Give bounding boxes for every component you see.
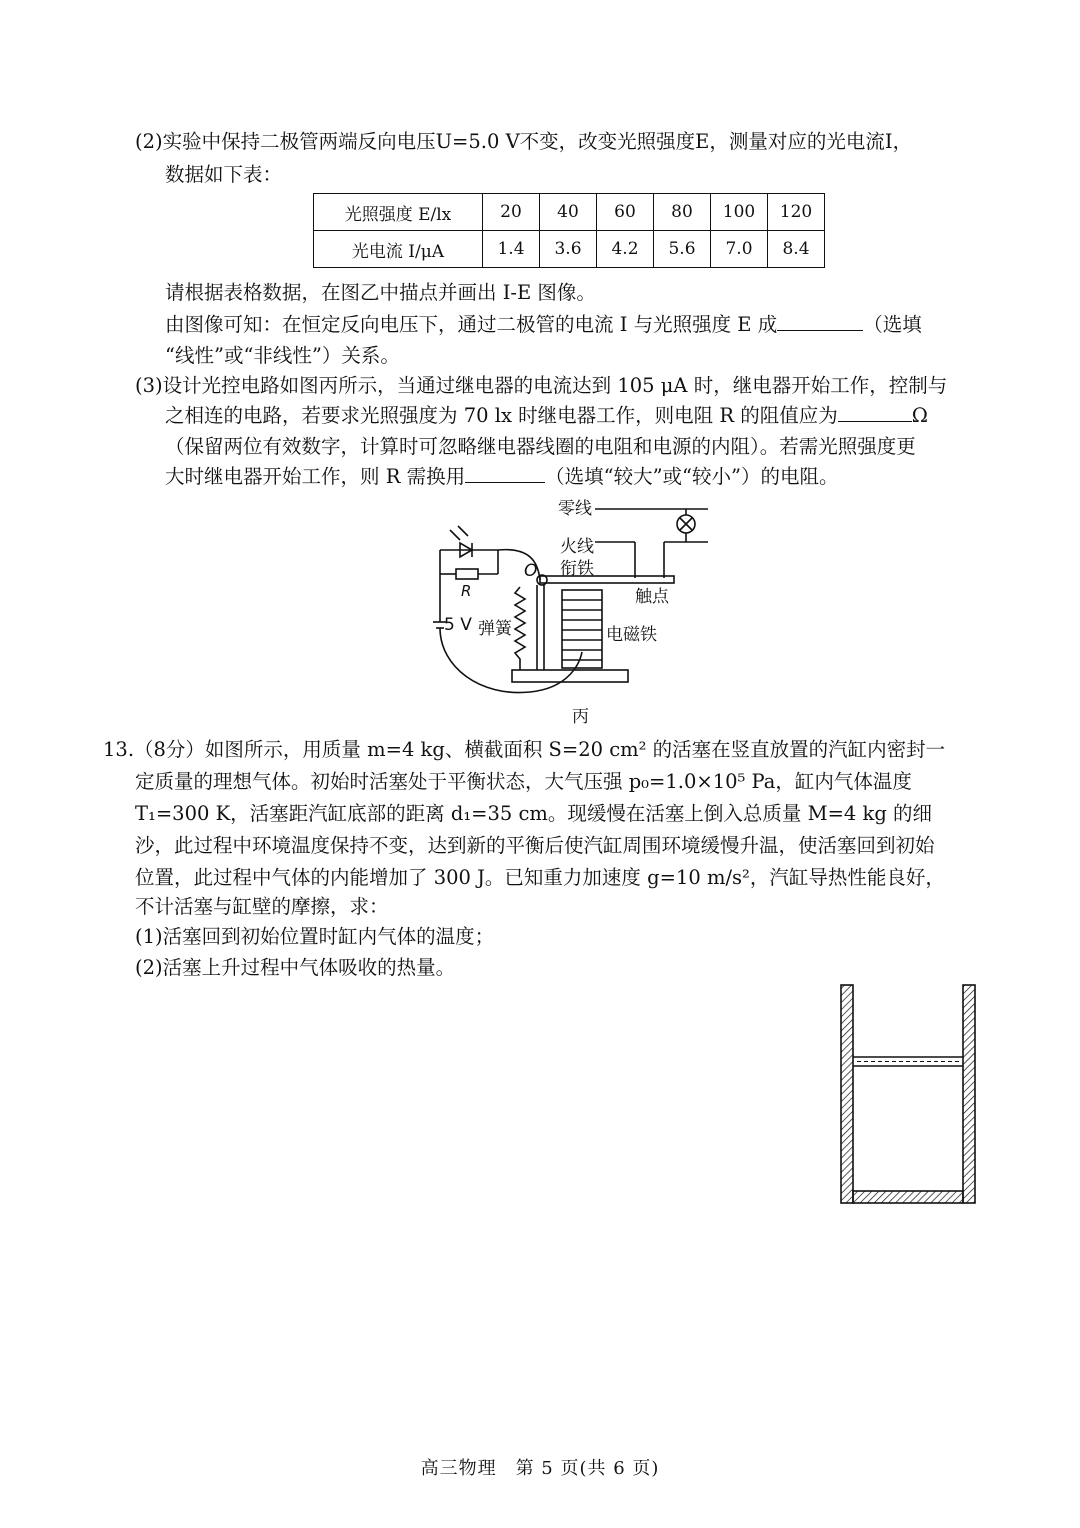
answer-blank-resistor-choice[interactable] bbox=[465, 462, 545, 483]
q12-part3-line4 bbox=[165, 462, 838, 492]
q12-part3-line3: （保留两位有效数字，计算时可忽略继电器线圈的电阻和电源的内阻）。若需光照强度更 bbox=[165, 435, 916, 458]
table-header-illuminance: 光照强度 E/lx bbox=[314, 194, 483, 231]
table-row-current bbox=[314, 231, 825, 268]
q12-part3-line4-tail: （选填“较大”或“较小”）的电阻。 bbox=[545, 465, 839, 488]
answer-blank-linearity[interactable] bbox=[777, 310, 863, 331]
label-contact: 触点 bbox=[635, 587, 669, 607]
q13-line2: 定质量的理想气体。初始时活塞处于平衡状态，大气压强 p₀=1.0×10⁵ Pa，缸内气体温度 bbox=[135, 770, 912, 793]
q13-line5: 位置，此过程中气体的内能增加了 300 J。已知重力加速度 g=10 m/s²，汽缸导热性能良好， bbox=[135, 866, 945, 889]
q12-after-table-line2 bbox=[165, 310, 922, 340]
q12-after-table-line1: 请根据表格数据，在图乙中描点并画出 I-E 图像。 bbox=[165, 281, 596, 304]
q13-sub2: (2)活塞上升过程中气体吸收的热量。 bbox=[135, 956, 456, 979]
relay-base bbox=[512, 670, 628, 682]
q12-part3-line1: (3)设计光控电路如图丙所示，当通过继电器的电流达到 105 μA 时，继电器开始工作，控制与 bbox=[135, 374, 948, 397]
spring-icon bbox=[515, 587, 525, 670]
q12-part3-line2-text: 之相连的电路，若要求光照强度为 70 lx 时继电器工作，则电阻 R 的阻值应为 bbox=[165, 404, 838, 427]
cylinder-piston-diagram bbox=[835, 980, 985, 1210]
cylinder-bottom bbox=[853, 1191, 963, 1203]
table-cell: 100 bbox=[711, 194, 768, 231]
relay-circuit-diagram bbox=[420, 492, 720, 732]
electromagnet-core bbox=[562, 590, 602, 668]
q13-line6: 不计活塞与缸壁的摩擦，求： bbox=[135, 895, 389, 918]
q12-part3-line2-unit: Ω bbox=[911, 404, 928, 427]
q12-part3-line2 bbox=[165, 401, 928, 431]
table-cell: 3.6 bbox=[540, 231, 597, 268]
label-armature: 衔铁 bbox=[560, 559, 594, 579]
table-row-illuminance bbox=[314, 194, 825, 231]
table-cell: 8.4 bbox=[768, 231, 825, 268]
table-cell: 1.4 bbox=[483, 231, 540, 268]
light-arrow-b bbox=[458, 526, 468, 536]
q12-part2-line2: 数据如下表： bbox=[165, 163, 283, 186]
q12-after-table-line2-text: 由图像可知：在恒定反向电压下，通过二极管的电流 I 与光照强度 E 成 bbox=[165, 313, 778, 336]
label-live: 火线 bbox=[560, 537, 594, 557]
q13-sub1: (1)活塞回到初始位置时缸内气体的温度； bbox=[135, 925, 495, 948]
label-pivot: O bbox=[524, 561, 538, 581]
data-table bbox=[313, 193, 825, 268]
resistor-R-icon bbox=[456, 569, 478, 579]
answer-blank-resistance[interactable] bbox=[838, 401, 912, 422]
q13-line1: 13.（8分）如图所示，用质量 m=4 kg、横截面积 S=20 cm² 的活塞在竖直放置的汽缸内密封一 bbox=[103, 738, 946, 761]
q13-line4: 沙，此过程中环境温度保持不变，达到新的平衡后使汽缸周围环境缓慢升温，使活塞回到初始 bbox=[135, 834, 935, 857]
table-cell: 60 bbox=[597, 194, 654, 231]
table-header-current: 光电流 I/μA bbox=[314, 231, 483, 268]
label-electromagnet: 电磁铁 bbox=[606, 625, 657, 645]
table-cell: 20 bbox=[483, 194, 540, 231]
cylinder-right-wall bbox=[963, 985, 975, 1203]
figure-caption: 丙 bbox=[572, 707, 589, 727]
table-cell: 40 bbox=[540, 194, 597, 231]
q12-after-table-line3: “线性”或“非线性”）关系。 bbox=[165, 344, 400, 367]
table-cell: 80 bbox=[654, 194, 711, 231]
q12-part2-line1: (2)实验中保持二极管两端反向电压U=5.0 V不变，改变光照强度E，测量对应的光电流I， bbox=[135, 130, 913, 153]
cylinder-left-wall bbox=[841, 985, 853, 1203]
q13-line3: T₁=300 K，活塞距汽缸底部的距离 d₁=35 cm。现缓慢在活塞上倒入总质量 M=4 kg 的细 bbox=[135, 802, 933, 825]
q12-after-table-line2-tail: （选填 bbox=[863, 313, 922, 336]
table-cell: 7.0 bbox=[711, 231, 768, 268]
q12-part3-line4-text: 大时继电器开始工作，则 R 需换用 bbox=[165, 465, 466, 488]
label-voltage: 5 V bbox=[444, 615, 472, 635]
label-resistor: R bbox=[461, 582, 472, 600]
table-cell: 5.6 bbox=[654, 231, 711, 268]
table-cell: 120 bbox=[768, 194, 825, 231]
label-neutral: 零线 bbox=[558, 499, 592, 519]
light-arrow-a bbox=[450, 530, 460, 540]
page-footer: 高三物理 第 5 页(共 6 页) bbox=[420, 1458, 660, 1479]
label-spring: 弹簧 bbox=[478, 619, 512, 639]
table-cell: 4.2 bbox=[597, 231, 654, 268]
